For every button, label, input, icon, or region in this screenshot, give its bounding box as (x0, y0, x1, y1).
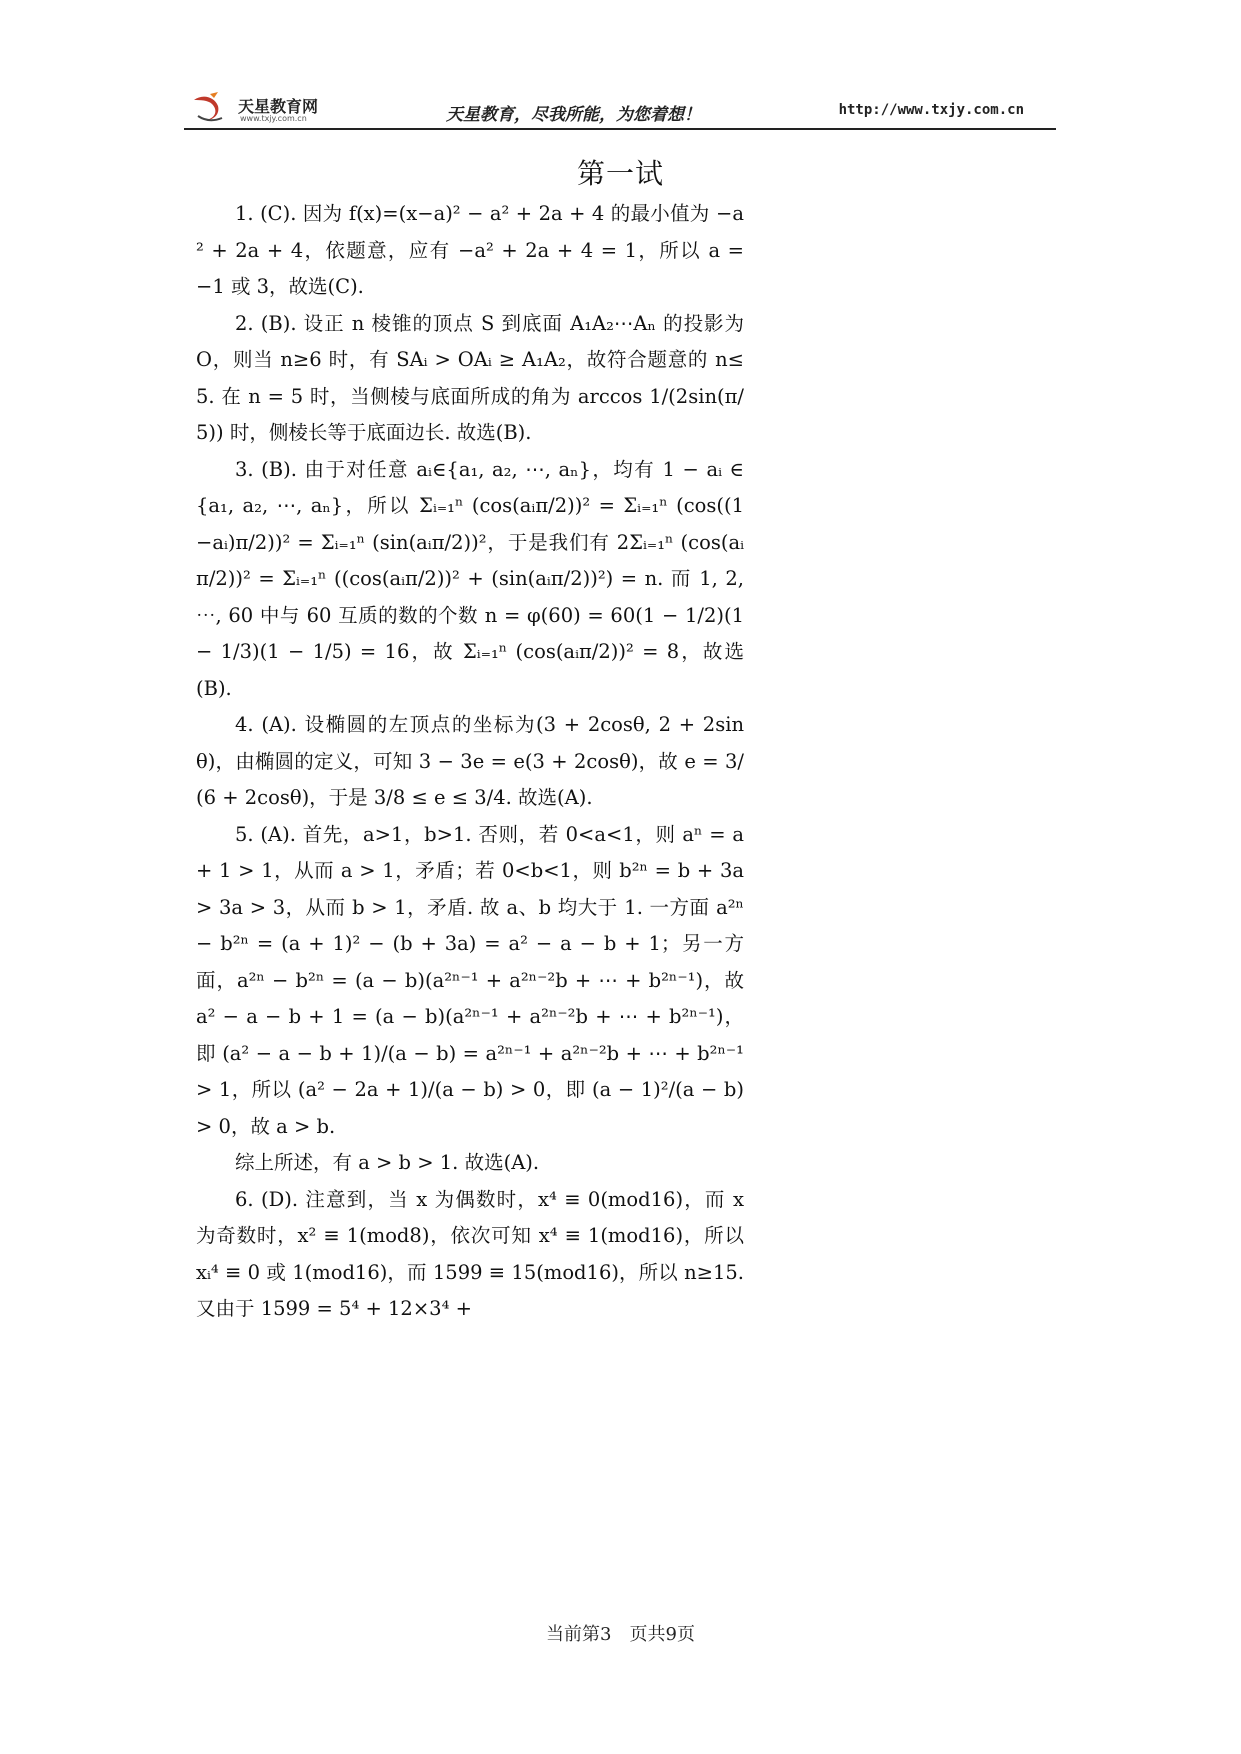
answer-content (196, 196, 744, 1328)
page-footer: 当前第3 页共9页 (546, 1624, 695, 1645)
answer-4: 4. (A). 设椭圆的左顶点的坐标为(3 + 2cosθ, 2 + 2sinθ)，由椭圆的定义，可知 3 − 3e = e(3 + 2cosθ)，故 e = 3/(6 + 2cosθ)，于是 3/8 ≤ e ≤ 3/4. 故选(A). (196, 713, 744, 809)
answer-3: 3. (B). 由于对任意 aᵢ∈{a₁, a₂, ⋯, aₙ}，均有 1 − aᵢ ∈ {a₁, a₂, ⋯, aₙ}，所以 Σᵢ₌₁ⁿ (cos(aᵢπ/2))² = Σᵢ₌₁ⁿ (cos((1−aᵢ)π/2))² = Σᵢ₌₁ⁿ (sin(aᵢπ/2))²，于是我们有 2Σᵢ₌₁ⁿ (cos(aᵢπ/2))² = Σᵢ₌₁ⁿ ((cos(aᵢπ/2))² + (sin(aᵢπ/2))²) = n. 而 1, 2, ⋯, 60 中与 60 互质的数的个数 n = φ(60) = 60(1 − 1/2)(1 − 1/3)(1 − 1/5) = 16，故 Σᵢ₌₁ⁿ (cos(aᵢπ/2))² = 8，故选(B). (196, 457, 744, 700)
site-logo (192, 90, 342, 126)
swoosh-icon (192, 90, 236, 124)
answer-2: 2. (B). 设正 n 棱锥的顶点 S 到底面 A₁A₂⋯Aₙ 的投影为 O，则当 n≥6 时，有 SAᵢ > OAᵢ ≥ A₁A₂，故符合题意的 n≤5. 在 n = 5 时，当侧棱与底面所成的角为 arccos 1/(2sin(π/5)) 时，侧棱长等于底面边长. 故选(B). (196, 311, 744, 444)
answer-5: 5. (A). 首先，a>1，b>1. 否则，若 0<a<1，则 aⁿ = a + 1 > 1，从而 a > 1，矛盾；若 0<b<1，则 b²ⁿ = b + 3a > 3a > 3，从而 b > 1，矛盾. 故 a、b 均大于 1. 一方面 a²ⁿ − b²ⁿ = (a + 1)² − (b + 3a) = a² − a − b + 1；另一方面，a²ⁿ − b²ⁿ = (a − b)(a²ⁿ⁻¹ + a²ⁿ⁻²b + ⋯ + b²ⁿ⁻¹)，故 a² − a − b + 1 = (a − b)(a²ⁿ⁻¹ + a²ⁿ⁻²b + ⋯ + b²ⁿ⁻¹)，即 (a² − a − b + 1)/(a − b) = a²ⁿ⁻¹ + a²ⁿ⁻²b + ⋯ + b²ⁿ⁻¹ > 1，所以 (a² − 2a + 1)/(a − b) > 0，即 (a − 1)²/(a − b) > 0，故 a > b. (196, 822, 744, 1138)
page-header (184, 82, 1056, 130)
header-slogan: 天星教育，尽我所能，为您着想！ (446, 105, 701, 125)
logo-text: 天星教育网 (238, 97, 319, 116)
answer-1: 1. (C). 因为 f(x)=(x−a)² − a² + 2a + 4 的最小值为 −a² + 2a + 4，依题意，应有 −a² + 2a + 4 = 1，所以 a = −1 或 3，故选(C). (196, 202, 744, 298)
page-title: 第一试 (576, 157, 664, 190)
answer-6: 6. (D). 注意到，当 x 为偶数时，x⁴ ≡ 0(mod16)，而 x 为奇数时，x² ≡ 1(mod8)，依次可知 x⁴ ≡ 1(mod16)，所以 xᵢ⁴ ≡ 0 或 1(mod16)，而 1599 ≡ 15(mod16)，所以 n≥15. 又由于 1599 = 5⁴ + 12×3⁴ + (196, 1187, 744, 1320)
header-url[interactable]: http://www.txjy.com.cn (838, 102, 1024, 118)
answer-5-conclusion: 综上所述，有 a > b > 1. 故选(A). (235, 1151, 540, 1174)
logo-subtext: www.txjy.com.cn (240, 114, 307, 123)
